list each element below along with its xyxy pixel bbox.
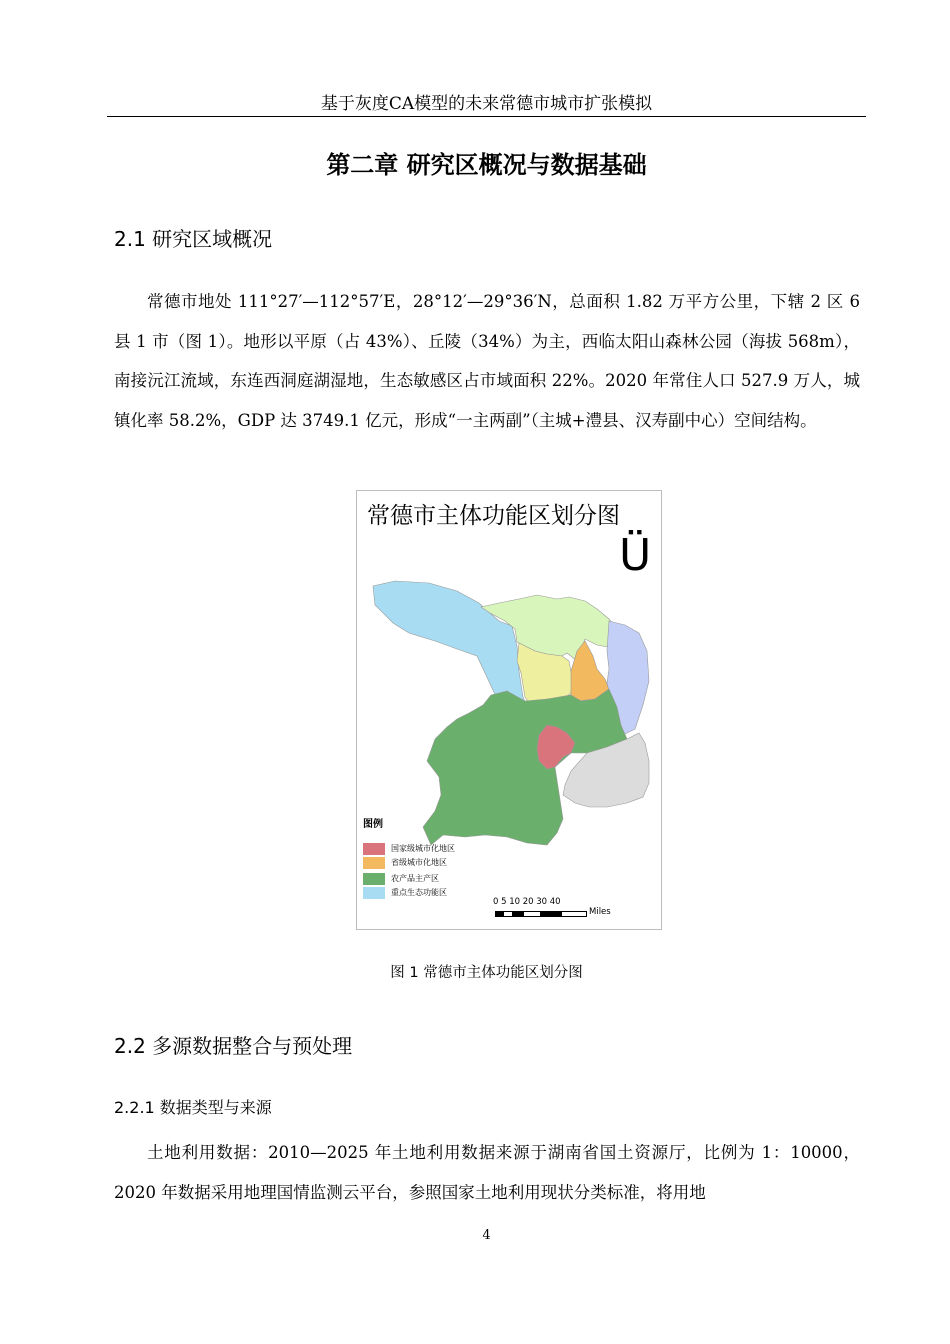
legend-swatch	[363, 843, 385, 855]
legend-label: 省级城市化地区	[391, 858, 447, 867]
scale-bar-labels: 0 5 10 20 30 40	[493, 897, 561, 907]
section-2-1-paragraph: 常德市地处 111°27′—112°57′E，28°12′—29°36′N，总面积 1.82 万平方公里，下辖 2 区 6 县 1 市（图 1）。地形以平原（占 43%）、丘陵（34%）为主，西临太阳山森林公园（海拔 568m），南接沅江流域，东连西洞庭湖湿地，生态敏感区占市域面积 22%。2020 年常住人口 527.9 万人，城镇化率 58.2%，GDP 达 3749.1 亿元，形成“一主两副”（主城+澧县、汉寿副中心）空间结构。	[114, 292, 860, 430]
scale-bar	[495, 911, 587, 917]
legend-swatch	[363, 873, 385, 885]
legend-title: 图例	[363, 819, 383, 830]
legend-swatch	[363, 887, 385, 899]
map-title: 常德市主体功能区划分图	[367, 503, 620, 529]
section-heading-2-2: 2.2 多源数据整合与预处理	[114, 1034, 353, 1058]
page-number: 4	[482, 1228, 491, 1243]
figure-caption: 图 1 常德市主体功能区划分图	[390, 965, 583, 981]
chapter-title: 第二章 研究区概况与数据基础	[326, 151, 647, 179]
section-2-2-1-paragraph: 土地利用数据：2010—2025 年土地利用数据来源于湖南省国土资源厅，比例为 1：10000，2020 年数据采用地理国情监测云平台，参照国家土地利用现状分类标准，将用地	[114, 1143, 860, 1202]
running-header: 基于灰度CA模型的未来常德市城市扩张模拟	[320, 94, 653, 114]
header-rule	[107, 116, 866, 117]
scale-unit: Miles	[589, 907, 611, 917]
north-arrow-icon: Ü	[619, 530, 652, 581]
section-heading-2-1: 2.1 研究区域概况	[114, 227, 273, 251]
legend-label: 农产品主产区	[391, 874, 439, 883]
legend-label: 国家级城市化地区	[391, 844, 455, 853]
figure-map	[356, 490, 662, 930]
legend-swatch	[363, 857, 385, 869]
legend-label: 重点生态功能区	[391, 888, 447, 897]
subsection-heading-2-2-1: 2.2.1 数据类型与来源	[114, 1098, 272, 1117]
